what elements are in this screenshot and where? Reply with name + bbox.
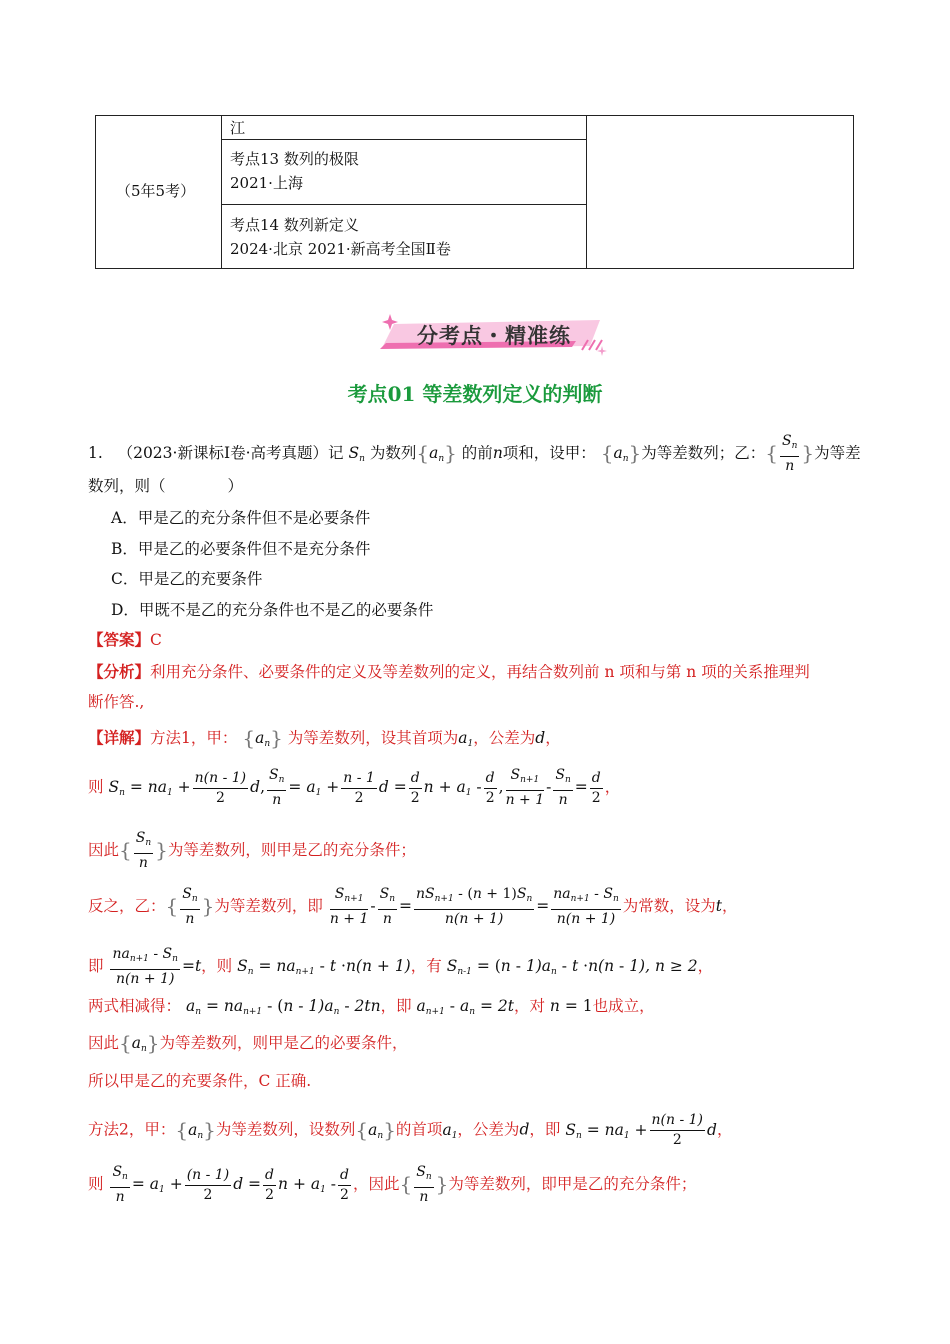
detail-line-7: 因此$\{a_n\}$为等差数列，则甲是乙的必要条件， xyxy=(88,1031,408,1055)
detail-line-4: 反之，乙：{ $\frac{S_n}{n}$ }为等差数列，即 $\frac{S_{n+1}}{n + 1}$ - $\frac{S_n}{n}$ = $\frac{nS_{n+1} - (n + 1)S_n}{n(n + 1)}$ = $\frac{na_{n+1} - S_n}{n(n + 1)}$ 为常数，设为t， xyxy=(88,886,738,927)
question-line-1: 1. （2023·新课标Ⅰ卷·高考真题）记 $S_n$ 为数列$\{a_n\}$ 的前n项和，设甲： $\{a_n\}$为等差数列；乙：{ $\frac{S_n}{n}$ }为等差 xyxy=(88,433,861,474)
answer-value: C xyxy=(150,631,162,649)
option-d: D．甲既不是乙的充分条件也不是乙的必要条件 xyxy=(111,601,434,619)
option-b: B．甲是乙的必要条件但不是充分条件 xyxy=(111,540,371,558)
detail-line-5: 即 $\frac{na_{n+1} - S_n}{n(n + 1)}$ =t，则 $S_n = na_{n+1} - t \cdot n(n + 1)$，有 $S_{n-1} = (n - 1)a_n - t \cdot n(n - 1)$, n ≥ 2， xyxy=(88,946,714,987)
detail-line-2: 则 $S_n = na_1$ + $\frac{n(n - 1)}{2}$ d, $\frac{S_n}{n}$ = $a_1$ + $\frac{n - 1}{2}$ d = $\frac{d}{2}$ $n + a_1$ - $\frac{d}{2}$ , $\frac{S_{n+1}}{n + 1}$ - $\frac{S_n}{n}$ = $\frac{d}{2}$ ， xyxy=(88,767,621,808)
option-a: A．甲是乙的充分条件但不是必要条件 xyxy=(111,509,371,527)
section-banner xyxy=(376,310,612,356)
table-cell-row3-line1: 考点14 数列新定义 xyxy=(230,216,359,234)
answer-label: 【答案】 xyxy=(88,630,151,649)
table-cell-row2-line2: 2021·上海 xyxy=(230,174,303,192)
detail-line-3: 因此{ $\frac{S_n}{n}$ }为等差数列，则甲是乙的充分条件； xyxy=(88,830,416,871)
section-title: 考点01 等差数列定义的判断 xyxy=(347,382,603,406)
analysis-line-2: 断作答., xyxy=(88,693,145,711)
detail-label: 【详解】 xyxy=(88,728,151,747)
table-cell-row3-line2: 2024·北京 2021·新高考全国Ⅱ卷 xyxy=(230,240,451,258)
table-cell-row1: 江 xyxy=(230,119,246,137)
banner-text: 分考点・精准练 xyxy=(417,324,571,348)
table-cell-years: （5年5考） xyxy=(116,182,196,200)
question-source: （2023·新课标Ⅰ卷·高考真题） xyxy=(117,444,329,462)
exam-points-table xyxy=(95,115,854,269)
detail-line-1: 【详解】方法1，甲： $\{a_n\}$ 为等差数列，设其首项为$a_1$，公差为d， xyxy=(88,726,561,750)
detail-line-9: 方法2，甲：$\{a_n\}$为等差数列，设数列$\{a_n\}$的首项$a_1$，公差为d，即 $S_n = na_1$ + $\frac{n(n - 1)}{2}$ d， xyxy=(88,1112,733,1148)
analysis-label: 【分析】 xyxy=(88,662,151,681)
detail-line-6: 两式相减得： $a_n = na_{n+1} - (n - 1)a_n - 2tn$，即 $a_{n+1} - a_n = 2t$，对 n = 1也成立， xyxy=(88,997,655,1017)
question-line-2: 数列，则（ ） xyxy=(88,477,244,495)
table-divider xyxy=(221,139,586,140)
option-c: C．甲是乙的充要条件 xyxy=(111,570,263,588)
table-divider xyxy=(586,116,587,268)
detail-line-10: 则 $\frac{S_n}{n}$ = $a_1$ + $\frac{(n - 1)}{2}$ d = $\frac{d}{2}$ $n + a_1$ - $\frac{d}{2}$ ，因此{ $\frac{S_n}{n}$ }为等差数列，即甲是乙的充分条件； xyxy=(88,1164,697,1205)
analysis-line-1: 【分析】利用充分条件、必要条件的定义及等差数列的定义，再结合数列前 n 项和与第 n 项的关系推理判 xyxy=(88,662,810,681)
question-number: 1. xyxy=(88,444,103,462)
table-divider xyxy=(221,204,586,205)
table-cell-row2-line1: 考点13 数列的极限 xyxy=(230,150,359,168)
answer-line xyxy=(88,629,162,651)
detail-line-8: 所以甲是乙的充要条件，C 正确. xyxy=(88,1072,312,1090)
